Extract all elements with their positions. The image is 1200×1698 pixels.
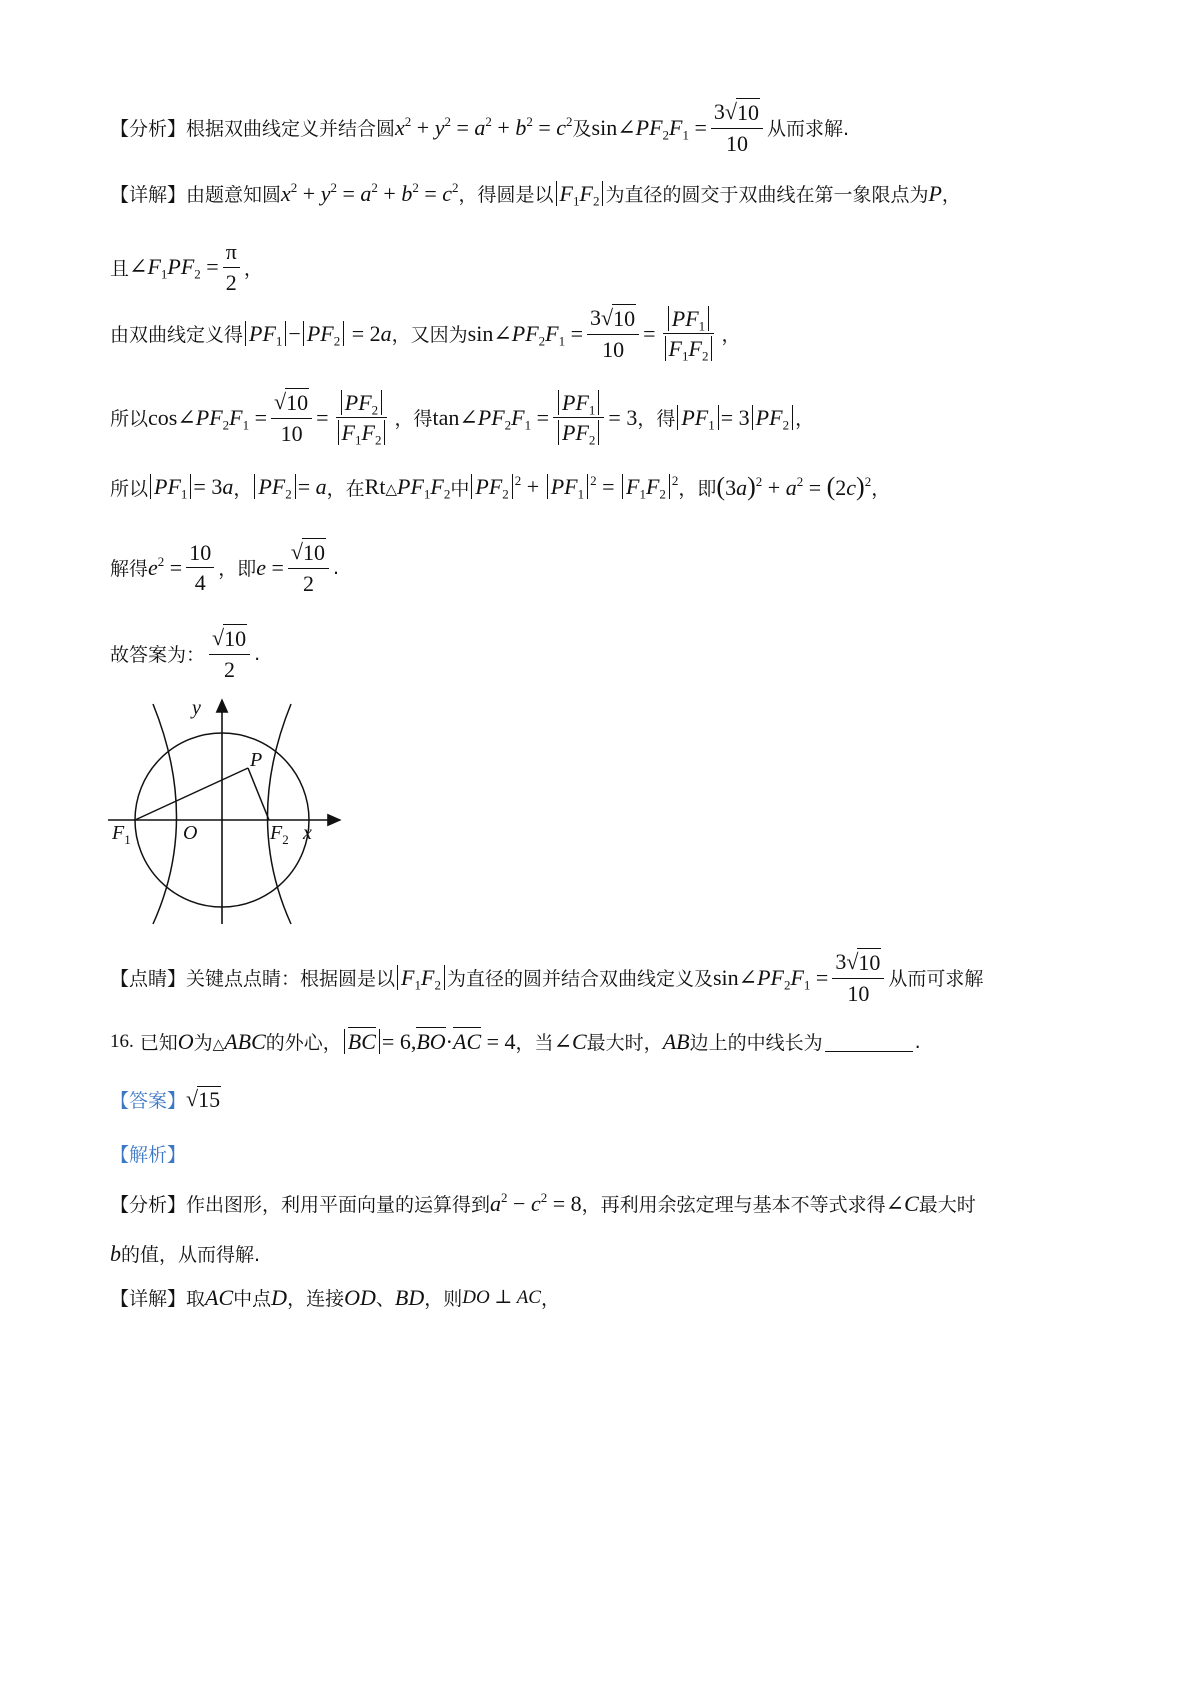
text: 从而可求解 bbox=[888, 968, 984, 990]
fraction-pi-over-2: $\frac{\pi}{2}$ bbox=[223, 238, 240, 296]
text: 最大时， bbox=[586, 1032, 663, 1054]
answer-blank bbox=[825, 1031, 913, 1052]
point-d: D bbox=[271, 1284, 288, 1310]
text: ，在 bbox=[326, 477, 365, 500]
text: 故答案为： bbox=[110, 644, 206, 666]
text: ，连接 bbox=[287, 1288, 345, 1310]
text: ， bbox=[941, 184, 961, 206]
text: ，得圆是以 bbox=[458, 184, 554, 206]
fraction-3sqrt10-over-10: 3 √ 10 10 bbox=[832, 948, 884, 1007]
text: 、 bbox=[375, 1288, 395, 1310]
hyperbola-figure bbox=[108, 692, 348, 932]
text: 为直径的圆交于双曲线在第一象限点为 bbox=[605, 184, 929, 206]
text: 及 bbox=[572, 118, 592, 140]
label-x: x bbox=[303, 822, 312, 844]
circle-equation: $x^2 + y^2 = a^2 + b^2 = c^2$ bbox=[395, 113, 573, 140]
segment-pf2 bbox=[248, 768, 269, 820]
point-o: O bbox=[177, 1028, 194, 1054]
text: 已知 bbox=[139, 1032, 178, 1054]
detail-line-1 bbox=[110, 180, 961, 207]
fraction-sqrt10-over-10: √ 10 10 bbox=[271, 388, 312, 447]
label-y: y bbox=[192, 697, 201, 719]
answer-line bbox=[110, 624, 260, 683]
equation-3a-2c: $(3a)^2 + a^2 = (2c)^2$ bbox=[716, 472, 872, 501]
analysis-tag: 【分析】 bbox=[110, 118, 187, 140]
answer-row bbox=[110, 1086, 221, 1113]
fraction-sqrt10-over-2: √ 10 2 bbox=[209, 624, 250, 683]
sine-expression: $\sin\angle PF_2F_1$ = bbox=[467, 320, 584, 349]
angle-f1pf2: $\angle F_1PF_2$ = bbox=[129, 254, 219, 282]
fraction-10-over-4: $\frac{10}{4}$ bbox=[186, 539, 214, 597]
remark-line bbox=[110, 948, 983, 1007]
text: 为直径的圆并结合双曲线定义及 bbox=[446, 968, 713, 990]
analysis-line-2 bbox=[110, 1190, 976, 1217]
detail-line-5 bbox=[110, 472, 890, 502]
text: 作出图形，利用平面向量的运算得到 bbox=[186, 1194, 491, 1216]
sine-expression: $\sin\angle PF_2F_1$ = bbox=[591, 114, 707, 143]
angle-c: ∠C bbox=[885, 1190, 919, 1216]
explanation-heading bbox=[110, 1140, 186, 1167]
label-f1: $F_1$ bbox=[112, 822, 131, 847]
analysis-line-3 bbox=[110, 1240, 260, 1267]
explanation-tag: 【解析】 bbox=[110, 1144, 187, 1166]
text: ，则 bbox=[424, 1288, 463, 1310]
detail-line-2 bbox=[110, 238, 263, 296]
remark-tag: 【点睛】 bbox=[110, 968, 187, 990]
pf2-equals-a: $PF_2 = a$ bbox=[252, 474, 326, 500]
abs-f1f2: $F_1F_2$ bbox=[397, 965, 445, 990]
text: 所以 bbox=[110, 408, 149, 430]
vector-conditions: BC = 6,BO·AC = 4 bbox=[342, 1029, 516, 1055]
detail-line-7 bbox=[110, 1284, 560, 1311]
circle-equation: $x^2 + y^2 = a^2 + b^2 = c^2$ bbox=[281, 179, 459, 206]
detail-tag: 【详解】 bbox=[110, 184, 187, 206]
perpendicular-relation: DO ⊥ AC bbox=[462, 1287, 541, 1308]
analysis-tag: 【分析】 bbox=[110, 1194, 187, 1216]
pythagorean-relation: $PF_2^2 + PF_1^2 = F_1F_2^2$ bbox=[469, 474, 678, 500]
e-squared: $e^2$ = bbox=[148, 553, 183, 580]
analysis-line-1 bbox=[110, 98, 849, 157]
a2-minus-c2: $a^2 - c^2 = 8$ bbox=[490, 1189, 582, 1216]
detail-line-6 bbox=[110, 538, 339, 597]
text: 根据双曲线定义并结合圆 bbox=[186, 118, 396, 140]
angle-c: ∠C bbox=[553, 1028, 587, 1054]
abs-f1f2: $F_1F_2$ bbox=[556, 181, 604, 206]
fraction-pf1-over-f1f2: $\frac{PF_1}{F_1F_2}$ bbox=[660, 305, 718, 363]
text: ， bbox=[243, 257, 263, 280]
text: 最大时 bbox=[918, 1194, 976, 1216]
detail-line-3: 由双曲线定义得 $PF_1 - PF_2 = 2a$ ，又因为 $\sin\angle PF_2F_1$ = 3 √ 10 10 = $\frac{PF_1}{F_1F_2}$ ， bbox=[110, 305, 741, 364]
text: ，再利用余弦定理与基本不等式求得 bbox=[581, 1194, 886, 1216]
text: ，得 bbox=[637, 408, 676, 430]
sine-expression: $\sin\angle PF_2F_1$ = bbox=[712, 964, 829, 993]
right-triangle: $Rt\triangle PF_1F_2$ bbox=[364, 474, 451, 502]
text: . bbox=[254, 642, 261, 665]
segment-od: OD bbox=[344, 1284, 376, 1310]
tangent-expression: $\tan\angle PF_2F_1$ = bbox=[432, 404, 550, 433]
hyperbola-definition: $PF_1 - PF_2 = 2a$ bbox=[243, 321, 392, 347]
segment-bd: BD bbox=[394, 1284, 425, 1310]
answer-sqrt15: √ 15 bbox=[186, 1086, 221, 1112]
cosine-expression: $\cos\angle PF_2F_1$ = bbox=[148, 404, 268, 433]
fraction-sqrt10-over-2: √ 10 2 bbox=[288, 538, 329, 597]
fraction-3sqrt10-over-10: 3 √ 10 10 bbox=[711, 98, 763, 157]
fraction-3sqrt10-over-10: 3 √ 10 10 bbox=[587, 304, 639, 363]
text: 所以 bbox=[110, 477, 149, 500]
text: ， bbox=[721, 324, 741, 346]
question-16 bbox=[110, 1028, 921, 1055]
text: 关键点点睛：根据圆是以 bbox=[186, 968, 396, 990]
text: ， bbox=[540, 1288, 560, 1310]
fraction-pf1-over-pf2: $\frac{PF_1}{PF_2}$ bbox=[553, 389, 604, 447]
text: . bbox=[914, 1030, 921, 1053]
text: 且 bbox=[110, 257, 130, 280]
text: 边上的中线长为 bbox=[689, 1032, 823, 1054]
detail-tag: 【详解】 bbox=[110, 1288, 187, 1310]
text: 的外心， bbox=[265, 1032, 342, 1054]
text: 从而求解. bbox=[766, 118, 850, 140]
pf1-equals-3a: $PF_1 = 3a$ bbox=[148, 474, 233, 500]
variable-b: b bbox=[110, 1240, 121, 1266]
segment-ab: AB bbox=[662, 1028, 690, 1054]
label-f2: $F_2$ bbox=[270, 822, 289, 847]
text: ，即 bbox=[678, 477, 717, 500]
text: 的值，从而得解. bbox=[121, 1244, 261, 1266]
text: ，即 bbox=[218, 558, 257, 580]
segment-ac: AC bbox=[205, 1284, 234, 1310]
answer-tag: 【答案】 bbox=[110, 1090, 187, 1112]
question-number: 16. bbox=[110, 1030, 134, 1052]
relation-pf1-3pf2: $PF_1 = 3$ $PF_2$ bbox=[675, 405, 795, 431]
label-o: O bbox=[183, 822, 198, 844]
text: 为 bbox=[193, 1032, 213, 1054]
e-value: e = bbox=[256, 554, 284, 580]
text: ， bbox=[233, 477, 253, 500]
text: . bbox=[332, 556, 340, 579]
segment-f1p bbox=[135, 768, 248, 820]
text: 中点 bbox=[233, 1288, 272, 1310]
text: 由双曲线定义得 bbox=[110, 324, 244, 346]
text: 取 bbox=[186, 1288, 206, 1310]
fraction-pf2-over-f1f2: $\frac{PF_2}{F_1F_2}$ bbox=[333, 389, 391, 447]
text: ， bbox=[795, 408, 815, 430]
text: ， bbox=[871, 477, 891, 500]
text: 由题意知圆 bbox=[186, 184, 282, 206]
detail-line-4: 所以 $\cos\angle PF_2F_1$ = √ 10 10 = $\frac{PF_2}{F_1F_2}$ ，得 $\tan\angle PF_2F_1$ = $\frac{PF_1}{PF_2}$ = 3 ，得 $PF_1 = 3$ $PF_2$ ， bbox=[110, 389, 815, 448]
text: ，当 bbox=[515, 1032, 554, 1054]
point-p: P bbox=[928, 180, 942, 206]
label-p: P bbox=[250, 749, 263, 771]
triangle-abc: △ABC bbox=[212, 1028, 266, 1054]
text: 中 bbox=[450, 477, 470, 500]
text: 解得 bbox=[110, 558, 149, 580]
text: ，又因为 bbox=[391, 324, 468, 346]
text: ，得 bbox=[394, 408, 433, 430]
